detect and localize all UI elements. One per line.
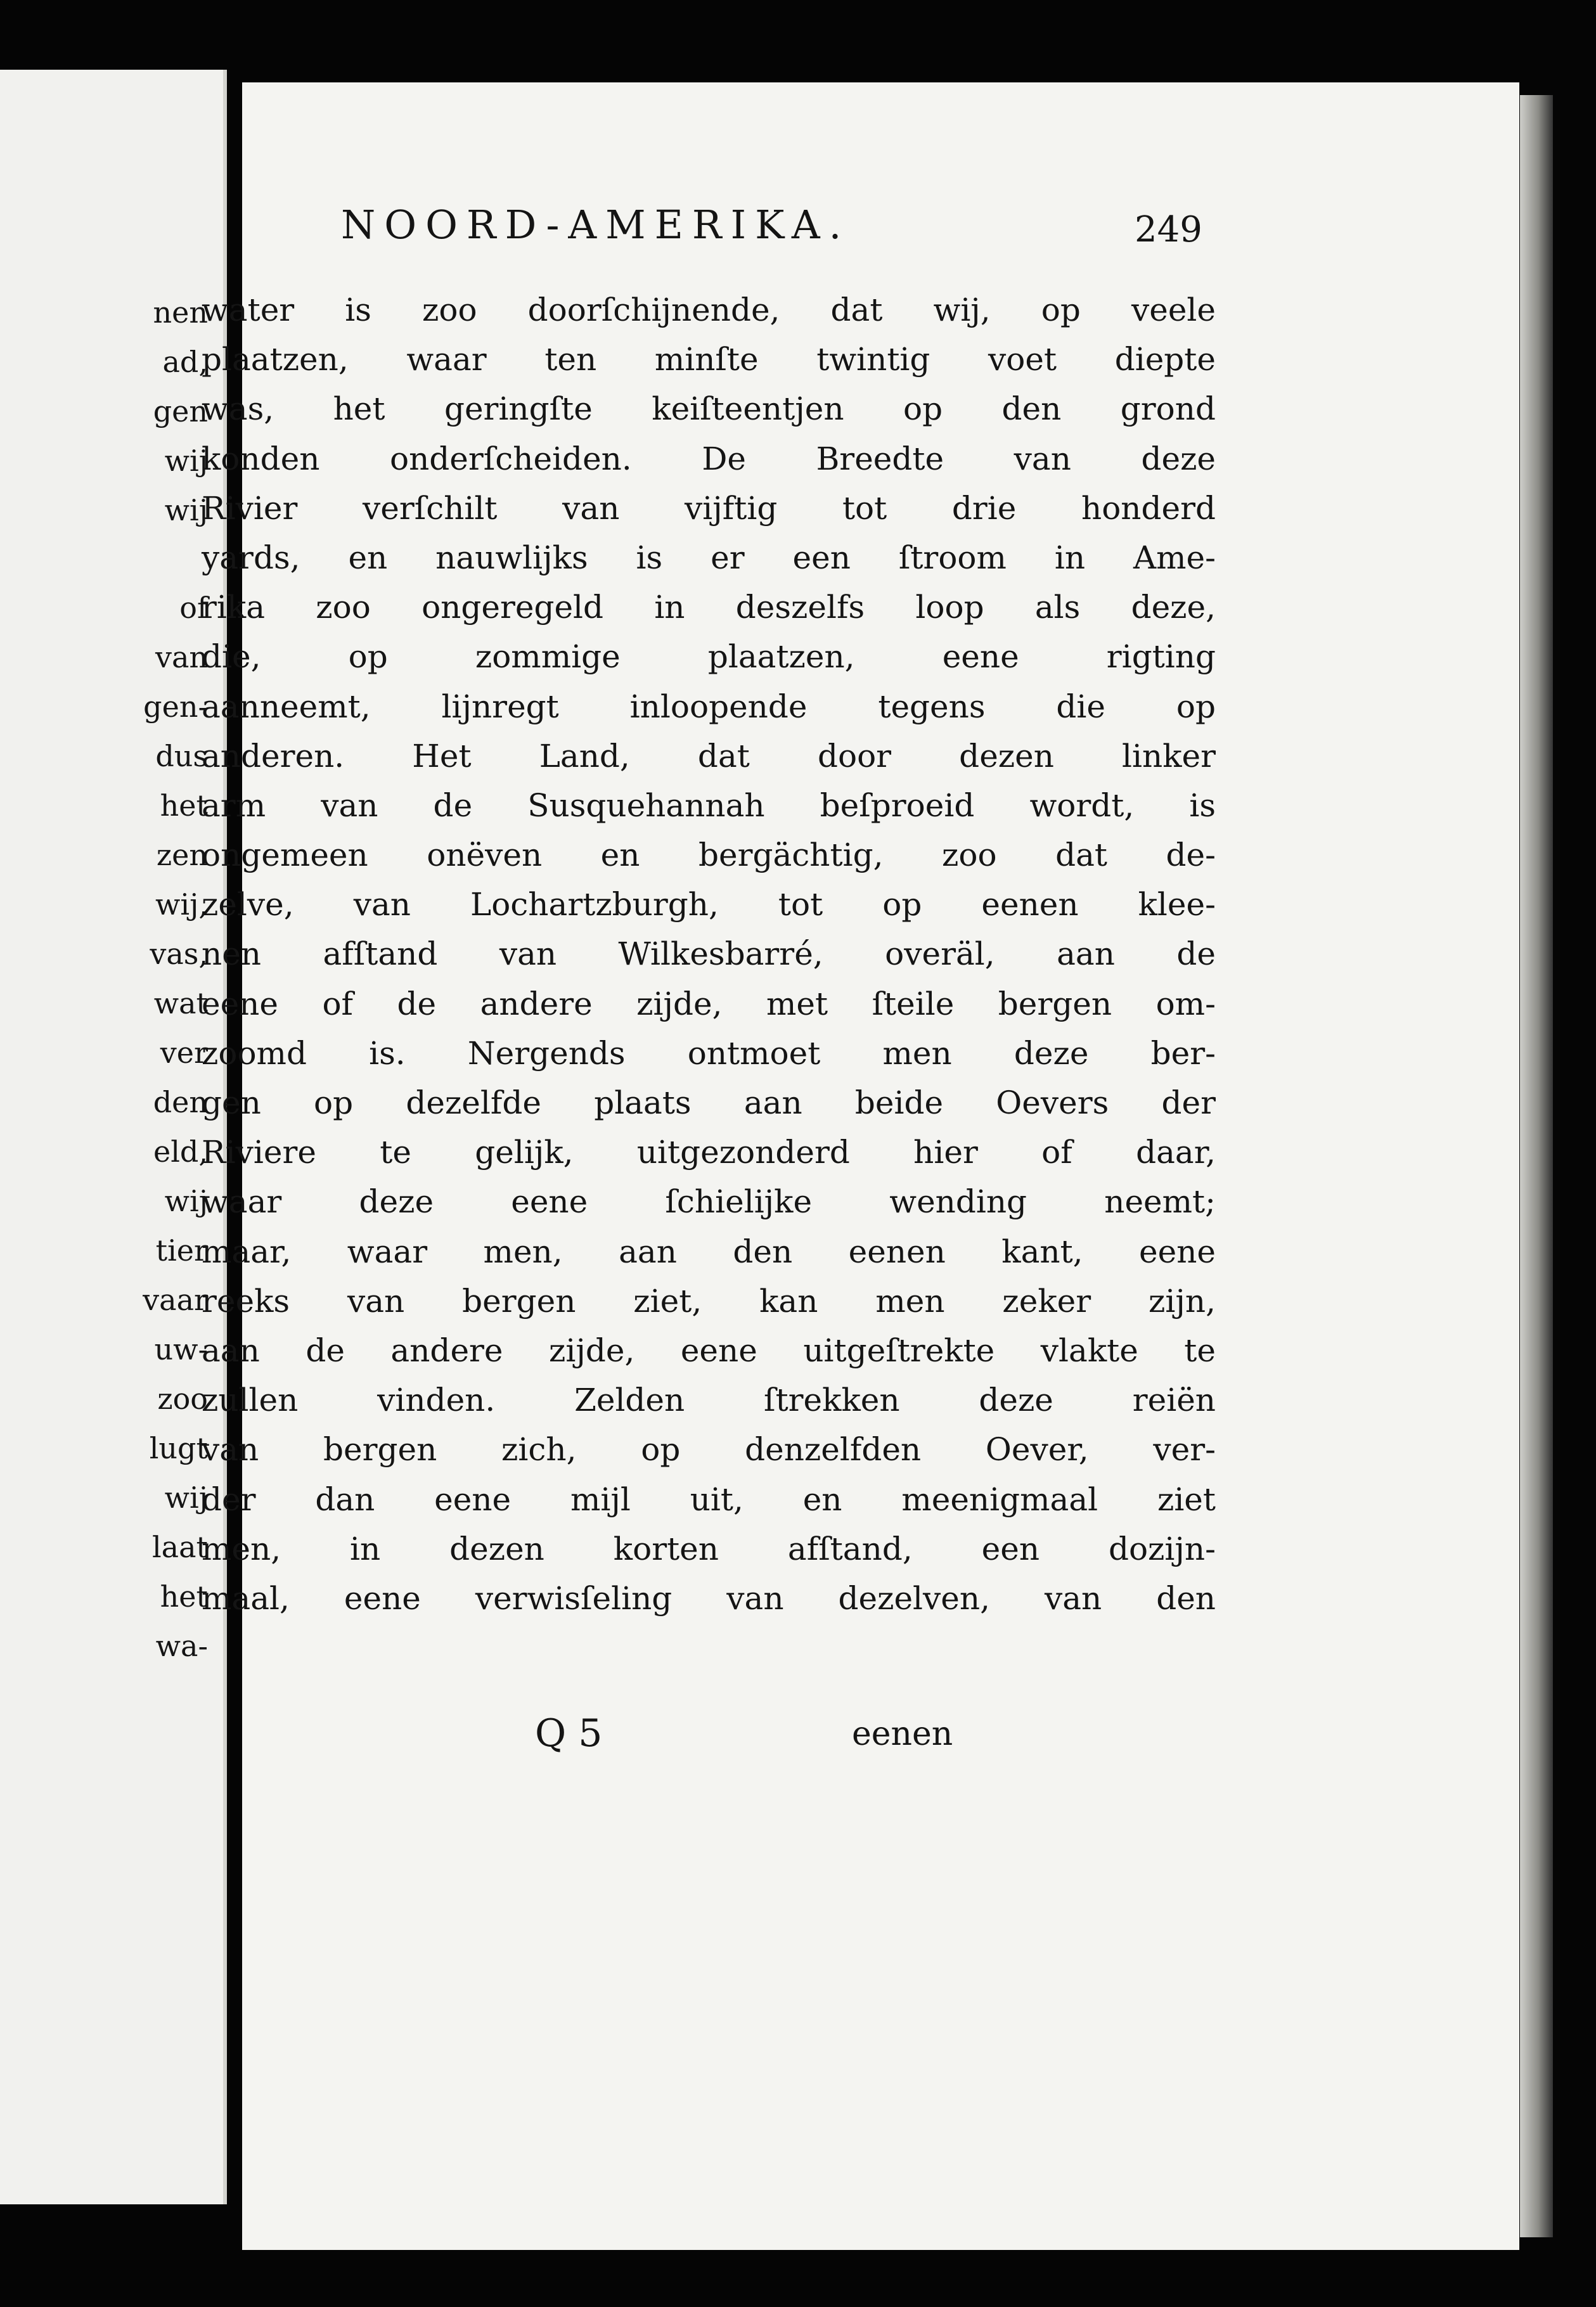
facing-page bbox=[0, 70, 227, 2204]
facing-page-line: gen bbox=[153, 394, 208, 428]
text-line: arm van de Susquehannah beſproeid wordt, is bbox=[202, 787, 1216, 824]
facing-page-line: of bbox=[179, 591, 208, 625]
facing-page-line: lugt bbox=[149, 1431, 208, 1465]
facing-page-line: wat bbox=[153, 986, 208, 1020]
facing-page-line: van bbox=[155, 640, 208, 674]
text-line: rika zoo ongeregeld in deszelfs loop als deze, bbox=[202, 589, 1216, 626]
facing-page-line: gen- bbox=[143, 690, 208, 724]
facing-page-line: zen bbox=[156, 838, 208, 872]
text-line: der dan eene mijl uit, en meenigmaal ziet bbox=[202, 1481, 1216, 1518]
text-line: waar deze eene ſchielijke wending neemt; bbox=[202, 1183, 1216, 1221]
text-line: konden onderſcheiden. De Breedte van deze bbox=[202, 440, 1216, 477]
facing-page-line: tier bbox=[155, 1233, 208, 1268]
facing-page-line: wij, bbox=[155, 887, 208, 922]
text-line: yards, en nauwlijks is er een ſtroom in Ame- bbox=[202, 539, 1216, 576]
signature-mark: Q 5 bbox=[535, 1711, 603, 1756]
text-line: die, op zommige plaatzen, eene rigting bbox=[202, 638, 1216, 676]
text-line: plaatzen, waar ten minſte twintig voet diepte bbox=[202, 341, 1216, 378]
facing-page-line: zoo bbox=[157, 1382, 208, 1416]
text-line: van bergen zich, op denzelfden Oever, ver- bbox=[202, 1431, 1216, 1468]
text-line: aanneemt, lijnregt inloopende tegens die op bbox=[202, 688, 1216, 725]
facing-page-line: wa- bbox=[155, 1629, 208, 1663]
text-line: was, het geringſte keiſteentjen op den grond bbox=[202, 390, 1216, 428]
facing-page-line: wij bbox=[164, 493, 208, 527]
facing-page-line: vaar bbox=[143, 1283, 208, 1317]
text-line: maar, waar men, aan den eenen kant, eene bbox=[202, 1233, 1216, 1270]
facing-page-line: wij bbox=[164, 1184, 208, 1218]
page-number: 249 bbox=[1135, 209, 1202, 250]
facing-page-line: vas, bbox=[150, 937, 208, 971]
text-line: water is zoo doorſchijnende, dat wij, op veele bbox=[202, 292, 1216, 328]
text-line: eene of de andere zijde, met ſteile bergen om- bbox=[202, 985, 1216, 1022]
text-line: nen afſtand van Wilkesbarré, overäl, aan de bbox=[202, 935, 1216, 973]
text-line: reeks van bergen ziet, kan men zeker zijn, bbox=[202, 1282, 1216, 1320]
facing-page-line: laat bbox=[151, 1530, 208, 1564]
text-line: anderen. Het Land, dat door dezen linker bbox=[202, 737, 1216, 774]
text-line: men, in dezen korten afſtand, een dozijn- bbox=[202, 1530, 1216, 1567]
running-header: NOORD-AMERIKA. bbox=[341, 202, 851, 248]
text-line: zullen vinden. Zelden ſtrekken deze reiën bbox=[202, 1382, 1216, 1419]
text-line: ongemeen onëven en bergächtig, zoo dat de- bbox=[202, 837, 1216, 874]
facing-page-line: wij bbox=[164, 444, 208, 478]
text-line: Riviere te gelijk, uitgezonderd hier of daar, bbox=[202, 1134, 1216, 1171]
facing-page-line: ver bbox=[160, 1036, 208, 1070]
body-text bbox=[202, 285, 1216, 1623]
text-line: zoomd is. Nergends ontmoet men deze ber- bbox=[202, 1034, 1216, 1072]
facing-page-line: eld, bbox=[153, 1134, 208, 1169]
catchword: eenen bbox=[852, 1715, 953, 1753]
facing-page-line: dus bbox=[155, 739, 208, 773]
facing-page-line: wij bbox=[164, 1481, 208, 1515]
text-line: aan de andere zijde, eene uitgeſtrekte vlakte te bbox=[202, 1332, 1216, 1369]
page-edge bbox=[1520, 95, 1553, 2237]
facing-page-line: ad, bbox=[162, 345, 208, 379]
facing-page-line: den bbox=[153, 1085, 208, 1119]
facing-page-line: het bbox=[160, 1579, 208, 1614]
facing-page-line: het bbox=[160, 788, 208, 823]
facing-page-line: nen bbox=[153, 295, 208, 330]
text-line: Rivier verſchilt van vijftig tot drie honderd bbox=[202, 489, 1216, 527]
facing-page-line: uw- bbox=[154, 1332, 208, 1366]
text-line: maal, eene verwisſeling van dezelven, van den bbox=[202, 1579, 1216, 1617]
text-line: gen op dezelfde plaats aan beide Oevers der bbox=[202, 1084, 1216, 1121]
text-line: zelve, van Lochartzburgh, tot op eenen klee- bbox=[202, 886, 1216, 923]
